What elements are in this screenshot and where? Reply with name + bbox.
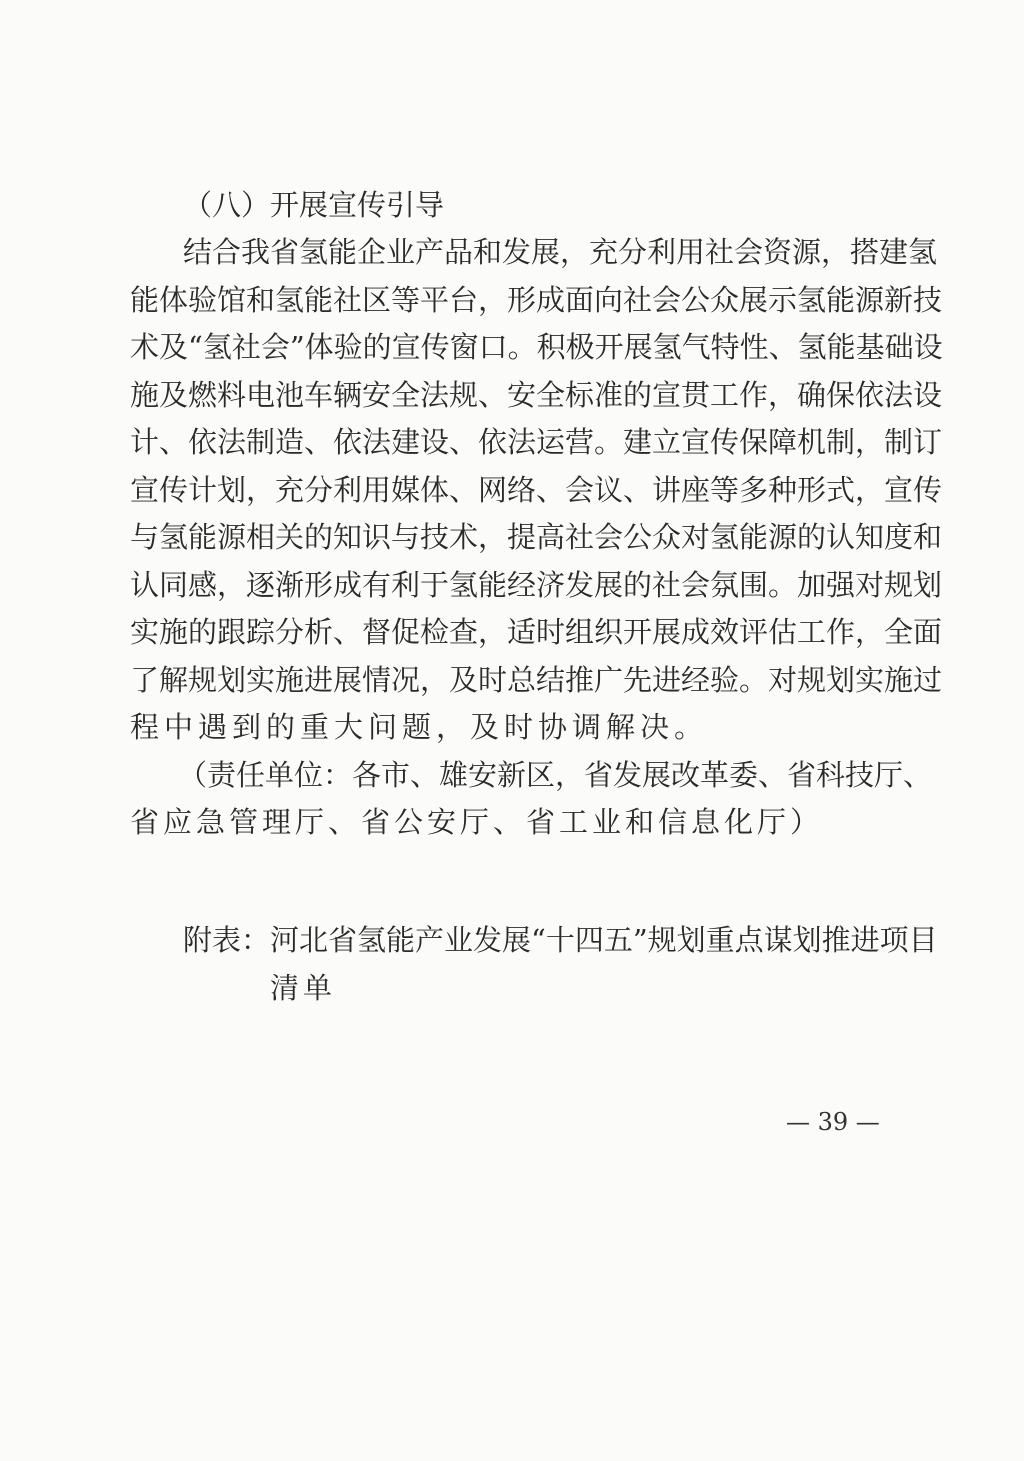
paragraph-line: 结合我省氢能企业产品和发展，充分利用社会资源，搭建氢 — [183, 235, 938, 269]
section-heading: （八）开展宣传引导 — [183, 188, 445, 222]
responsibility-line: （责任单位：各市、雄安新区，省发展改革委、省科技厅、 — [178, 758, 933, 792]
paragraph-line: 了解规划实施进展情况，及时总结推广先进经验。对规划实施过 — [130, 663, 943, 697]
paragraph-line: 术及“氢社会”体验的宣传窗口。积极开展氢气特性、氢能基础设 — [130, 330, 943, 364]
paragraph-line: 计、依法制造、依法建设、依法运营。建立宣传保障机制，制订 — [130, 425, 943, 459]
paragraph-line: 程中遇到的重大问题，及时协调解决。 — [130, 710, 709, 744]
page-number: — 39 — — [786, 1108, 880, 1136]
attachment-title: 河北省氢能产业发展“十四五”规划重点谋划推进项目 — [270, 923, 938, 957]
attachment-label: 附表： — [183, 923, 271, 957]
paragraph-line: 施及燃料电池车辆安全法规、安全标准的宣贯工作，确保依法设 — [130, 378, 943, 412]
paragraph-line: 认同感，逐渐形成有利于氢能经济发展的社会氛围。加强对规划 — [130, 568, 943, 602]
responsibility-line: 省应急管理厅、省公安厅、省工业和信息化厅） — [130, 805, 824, 839]
paragraph-line: 能体验馆和氢能社区等平台，形成面向社会公众展示氢能源新技 — [130, 283, 943, 317]
paragraph-line: 实施的跟踪分析、督促检查，适时组织开展成效评估工作，全面 — [130, 615, 943, 649]
attachment-title-continued: 清单 — [270, 971, 337, 1005]
paragraph-line: 与氢能源相关的知识与技术，提高社会公众对氢能源的认知度和 — [130, 520, 943, 554]
paragraph-line: 宣传计划，充分利用媒体、网络、会议、讲座等多种形式，宣传 — [130, 473, 943, 507]
